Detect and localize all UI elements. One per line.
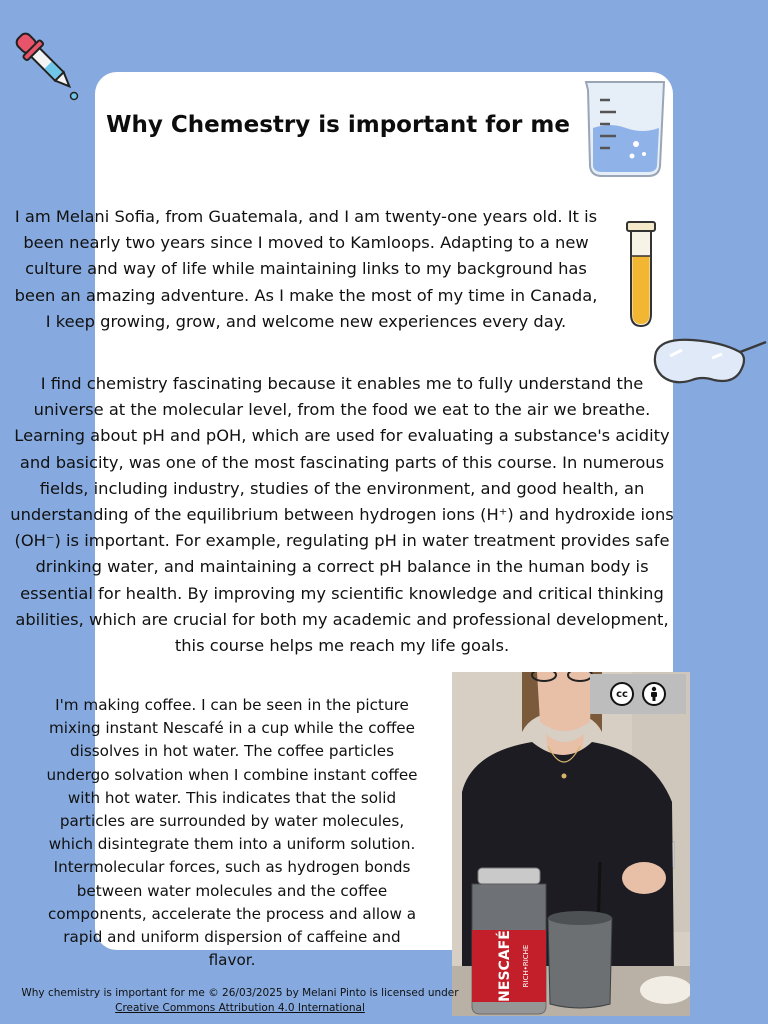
cc-license-icon: cc (610, 682, 634, 706)
coffee-paragraph: I'm making coffee. I can be seen in the picture mixing instant Nescafé in a cup while the coffee dissolves in hot water. The coffee particles undergo solvation when I combine instant coffee with hot water. This indicates that the solid particles are surrounded by water molecules, which disintegrate them into a uniform solution. Intermolecular forces, such as hydrogen bonds between water molecules and the coffee components, accelerate the process and allow a rapid and uniform dispersion of caffeine and flavor. (46, 696, 418, 970)
test-tube-icon (623, 218, 659, 332)
attribution-text: Why chemistry is important for me © 26/03/2025 by Melani Pinto is licensed under (21, 987, 459, 999)
license-badge (590, 674, 686, 714)
intro-paragraph: I am Melani Sofia, from Guatemala, and I am twenty-one years old. It is been nearly two years since I moved to Kamloops. Adapting to a new culture and way of life while maintaining links to my background has been an amazing adventure. As I make the most of my time in Canada, I keep growing, grow, and welcome new experiences every day. (14, 207, 598, 331)
attribution-footer (20, 986, 460, 1016)
coffee-photo-illustration (452, 672, 690, 1016)
jar-brand-label: NESCAFÉ (497, 930, 513, 1002)
license-link[interactable]: Creative Commons Attribution 4.0 International (115, 1002, 365, 1014)
chemistry-paragraph: I find chemistry fascinating because it enables me to fully understand the universe at the molecular level, from the food we eat to the air we breathe. Learning about pH and pOH, which are used for evaluating a substance's acidity and basicity, was one of the most fascinating parts of this course. In numerous fields, including industry, studies of the environment, and good health, an understanding of the equilibrium between hydrogen ions (H⁺) and hydroxide ions (OH⁻) is important. For example, regulating pH in water treatment provides safe drinking water, and maintaining a correct pH balance in the human body is essential for health. By improving my scientific knowledge and critical thinking abilities, which are crucial for both my academic and professional development, this course helps me reach my life goals. (10, 374, 674, 656)
coffee-photo (452, 672, 690, 1016)
person-glyph (648, 686, 660, 702)
page-title: Why Chemestry is important for me (106, 112, 570, 138)
jar-sub-label: RICH•RICHE (522, 944, 530, 988)
dropper-icon (10, 22, 82, 104)
attribution-icon (642, 682, 666, 706)
